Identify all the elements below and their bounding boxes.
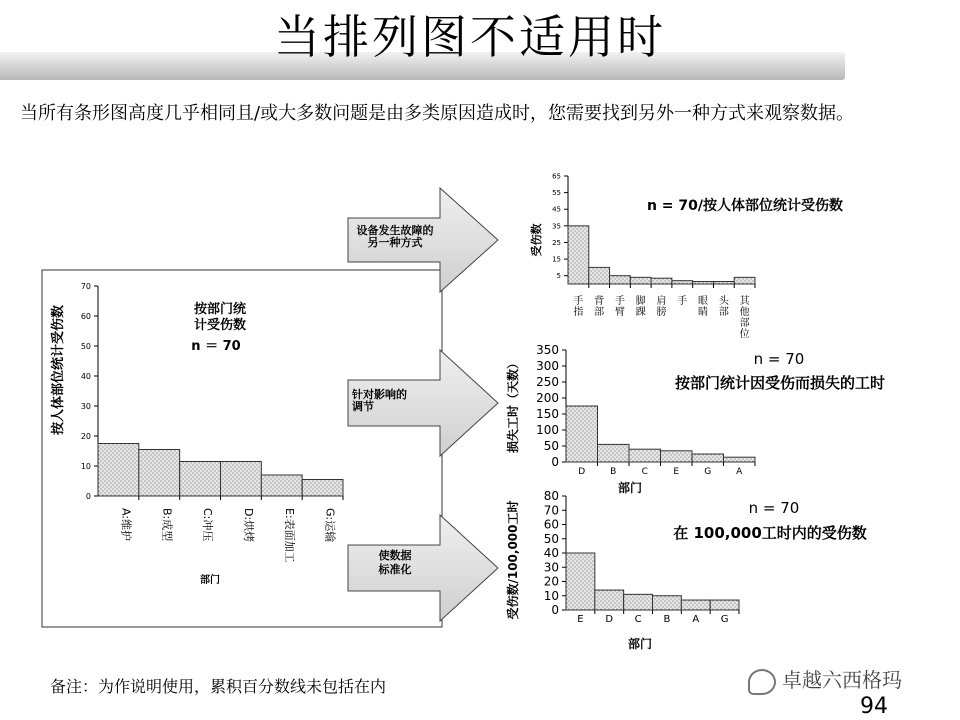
arrow-label-line: 使数据 xyxy=(378,549,412,562)
y-axis-label: 按人体部位统计受伤数 xyxy=(51,304,66,436)
y-tick-label: 70 xyxy=(543,503,559,518)
chart-title: n = 70/按人体部位统计受伤数 xyxy=(646,198,844,214)
footnote: 备注：为作说明使用，累积百分数线未包括在内 xyxy=(50,677,387,696)
x-tick-char: 手 xyxy=(677,296,688,307)
bar xyxy=(598,444,630,462)
bar xyxy=(566,553,595,610)
chart-title: 按部门统计因受伤而损失的工时 xyxy=(674,374,886,392)
x-tick-char: 手 xyxy=(573,296,584,307)
y-tick-label: 30 xyxy=(543,560,559,575)
bar xyxy=(589,267,610,284)
x-tick-label: B xyxy=(610,467,617,477)
x-tick-label: B xyxy=(663,614,671,625)
y-axis-label: 损失工时（天数） xyxy=(506,356,520,454)
y-tick-label: 70 xyxy=(80,281,91,291)
bar xyxy=(672,281,693,284)
x-tick-char: 膀 xyxy=(656,307,667,318)
x-tick-label: G xyxy=(720,614,729,625)
bar xyxy=(629,449,661,462)
arrow-1-label xyxy=(357,223,434,249)
bar xyxy=(630,277,651,284)
chart-normalized xyxy=(505,489,867,651)
arrow-label-line: 针对影响的 xyxy=(352,388,407,401)
bar xyxy=(651,278,672,284)
x-tick-label xyxy=(740,295,751,340)
y-tick-label: 40 xyxy=(80,371,91,381)
y-tick-label: 50 xyxy=(543,439,559,454)
y-tick-label: 50 xyxy=(543,531,559,546)
chart-title-line: 计受伤数 xyxy=(193,318,247,333)
x-tick-char: 背 xyxy=(594,296,605,307)
bar xyxy=(661,451,693,462)
bar xyxy=(302,480,343,497)
x-tick-char: 脚 xyxy=(635,296,646,307)
chart-by-body-part xyxy=(529,172,843,340)
x-axis-label: 部门 xyxy=(627,637,653,651)
x-tick-char: 手 xyxy=(614,296,625,307)
y-tick-label: 0 xyxy=(551,603,559,618)
x-tick-label: D xyxy=(578,467,586,477)
x-tick-label: E:表面加工 xyxy=(282,508,296,563)
y-tick-label: 60 xyxy=(543,517,559,532)
bar xyxy=(693,282,714,284)
x-tick-char: 睛 xyxy=(698,307,709,318)
y-tick-label: 10 xyxy=(80,461,91,471)
y-tick-label: 20 xyxy=(543,574,559,589)
chart-subtitle: n ＝ 70 xyxy=(191,339,241,354)
chart-subtitle: n = 70 xyxy=(748,499,800,517)
x-tick-char: 头 xyxy=(718,296,729,307)
x-tick-label: G xyxy=(704,467,712,477)
intro-text: 当所有条形图高度几乎相同且/或大多数问题是由多类原因造成时，您需要找到另外一种方式来观察数据。 xyxy=(20,103,855,124)
x-tick-label: A xyxy=(692,614,700,625)
x-tick-char: 眼 xyxy=(698,296,709,307)
x-axis-label: 部门 xyxy=(617,481,643,495)
y-tick-label: 300 xyxy=(536,359,559,374)
bar xyxy=(566,406,598,462)
x-tick-label: A:维护 xyxy=(119,508,133,542)
arrow-label-line: 调节 xyxy=(352,400,374,413)
bar xyxy=(180,462,221,497)
x-tick-char: 部 xyxy=(594,307,605,318)
page-number: 94 xyxy=(860,694,888,719)
x-tick-label xyxy=(677,295,687,307)
y-tick-label: 350 xyxy=(536,343,559,358)
y-tick-label: 80 xyxy=(543,489,559,504)
bar xyxy=(713,282,734,284)
x-tick-char: 踝 xyxy=(635,307,646,318)
watermark-text: 卓越六西格玛 xyxy=(782,668,902,692)
y-tick-label: 50 xyxy=(80,341,91,351)
page-title: 当排列图不适用时 xyxy=(274,10,666,64)
bar xyxy=(692,454,724,462)
chart-lost-hours xyxy=(505,343,885,495)
x-tick-label: C xyxy=(634,614,642,625)
x-tick-label: C xyxy=(641,467,648,477)
x-axis-label: 部门 xyxy=(200,575,220,586)
x-tick-label xyxy=(698,295,708,318)
bar xyxy=(624,594,653,610)
x-tick-label: G:运输 xyxy=(323,508,337,543)
x-tick-label: B:成型 xyxy=(160,508,174,542)
bar xyxy=(734,277,755,284)
y-tick-label: 5 xyxy=(556,272,561,281)
x-tick-label: E xyxy=(673,467,680,477)
y-tick-label: 10 xyxy=(543,588,559,603)
y-tick-label: 0 xyxy=(551,455,559,470)
x-tick-label: C:冲压 xyxy=(201,508,215,542)
x-tick-char: 指 xyxy=(573,307,584,318)
x-tick-label xyxy=(573,295,583,318)
y-tick-label: 100 xyxy=(536,423,559,438)
wechat-icon xyxy=(748,669,776,695)
chart-title-line: 按部门统 xyxy=(193,302,247,317)
x-tick-label: A xyxy=(736,467,743,477)
x-tick-char: 位 xyxy=(739,329,750,340)
chart-title: 在 100,000工时内的受伤数 xyxy=(673,524,867,542)
bar xyxy=(681,600,710,610)
x-tick-label xyxy=(594,294,604,318)
bar xyxy=(724,457,756,462)
y-tick-label: 40 xyxy=(543,546,559,561)
bar xyxy=(261,475,302,496)
y-tick-label: 150 xyxy=(536,407,559,422)
y-tick-label: 200 xyxy=(536,391,559,406)
x-tick-label xyxy=(636,294,646,318)
x-tick-char: 部 xyxy=(718,307,729,318)
bar xyxy=(139,450,180,497)
y-tick-label: 20 xyxy=(80,431,91,441)
watermark xyxy=(748,664,902,695)
x-tick-char: 其 xyxy=(739,296,750,307)
bar xyxy=(610,276,631,284)
x-tick-label xyxy=(657,294,667,318)
y-axis-label: 受伤数/100,000工时 xyxy=(506,500,520,620)
x-tick-label: D:烘烤 xyxy=(241,508,255,543)
y-tick-label: 0 xyxy=(85,491,91,501)
y-tick-label: 25 xyxy=(552,238,561,247)
x-tick-label: D xyxy=(605,614,614,625)
bar xyxy=(568,226,589,284)
y-tick-label: 55 xyxy=(552,189,561,198)
x-tick-char: 肩 xyxy=(656,296,667,307)
x-tick-label: E xyxy=(577,614,584,625)
x-tick-char: 部 xyxy=(739,318,750,329)
arrow-label-line: 另一种方式 xyxy=(367,236,423,249)
y-tick-label: 250 xyxy=(536,375,559,390)
bar xyxy=(98,444,139,497)
y-tick-label: 65 xyxy=(552,172,561,181)
y-tick-label: 30 xyxy=(80,401,91,411)
arrow-label-line: 设备发生故障的 xyxy=(356,224,434,237)
x-tick-char: 臂 xyxy=(614,307,625,318)
bar xyxy=(595,590,624,610)
y-tick-label: 15 xyxy=(552,255,561,264)
arrow-label-line: 标准化 xyxy=(378,563,412,576)
bar xyxy=(221,462,262,497)
x-tick-label xyxy=(615,295,625,318)
y-tick-label: 45 xyxy=(552,205,561,214)
x-tick-char: 他 xyxy=(739,307,750,318)
y-tick-label: 60 xyxy=(80,311,91,321)
y-axis-label: 受伤数 xyxy=(530,223,543,257)
x-tick-label xyxy=(719,294,730,318)
y-tick-label: 35 xyxy=(552,222,561,231)
chart-subtitle: n = 70 xyxy=(753,350,805,368)
bar xyxy=(710,600,739,610)
bar xyxy=(653,596,682,610)
